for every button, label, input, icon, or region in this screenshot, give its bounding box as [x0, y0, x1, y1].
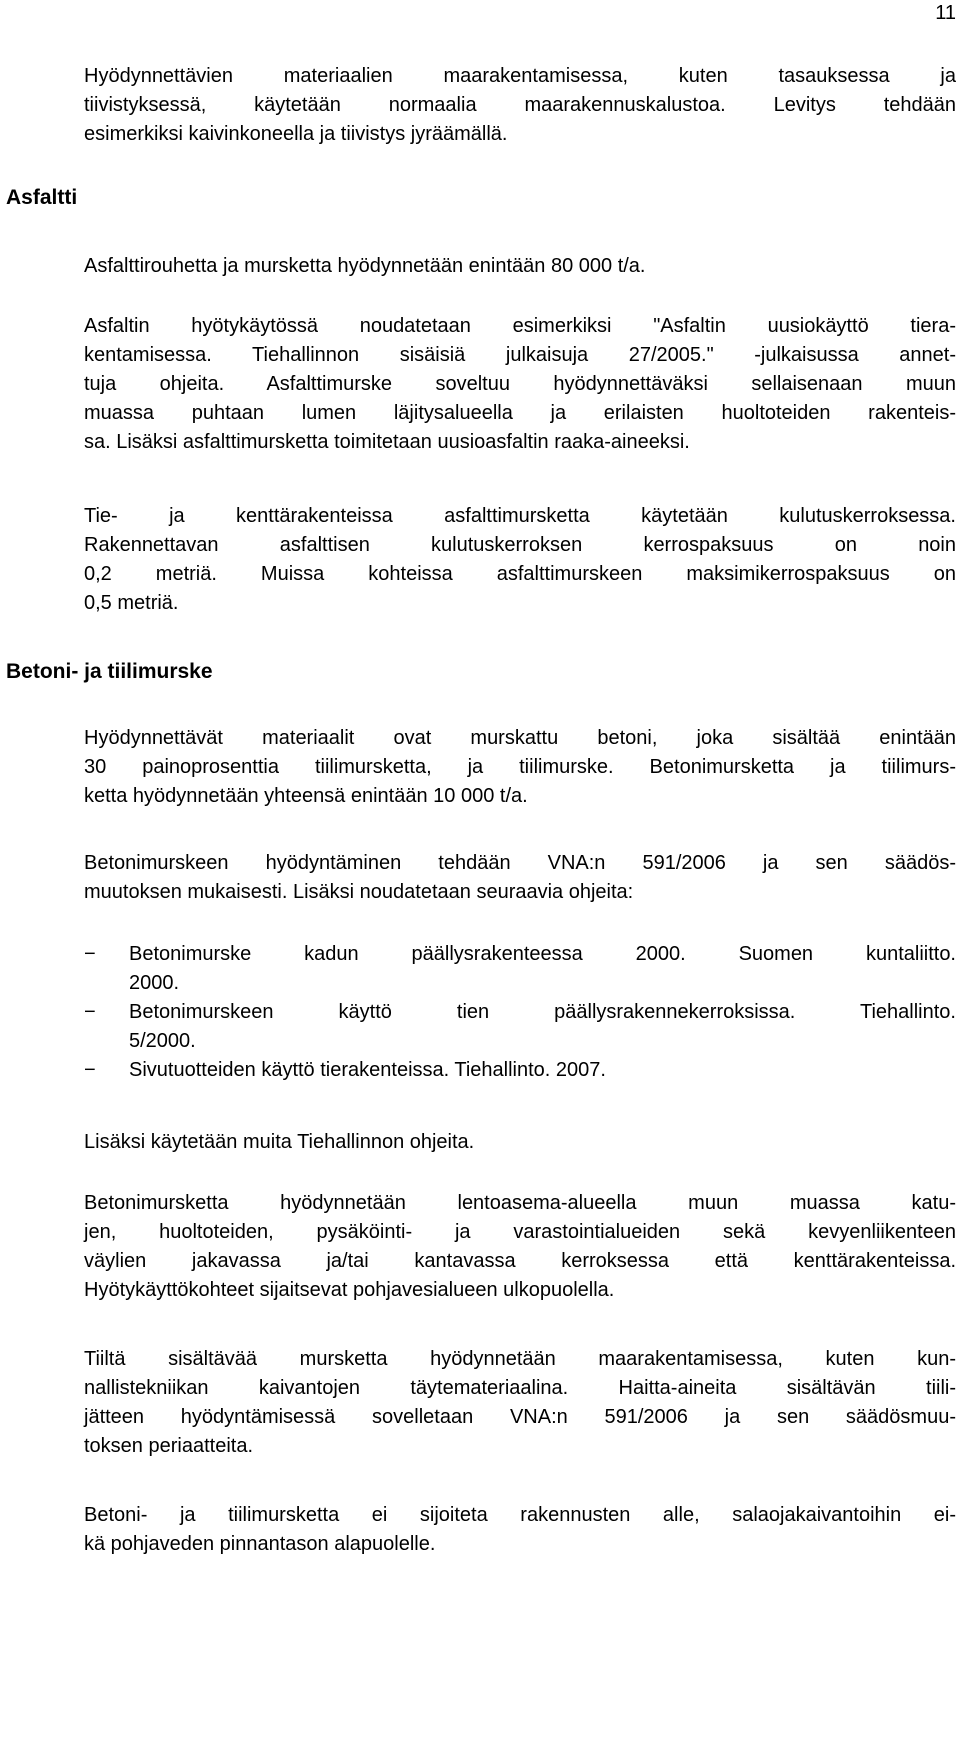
asfaltti-paragraph-1 — [84, 252, 956, 281]
text-line: jen, huoltoteiden, pysäköinti- ja varastointialueiden sekä kevyenliikenteen — [84, 1221, 956, 1243]
dash-bullet: − — [84, 1059, 96, 1081]
list-item — [84, 1056, 956, 1085]
dash-bullet: − — [84, 1001, 96, 1023]
text-line: jätteen hyödyntämisessä sovelletaan VNA:n 591/2006 ja sen säädösmuu- — [84, 1406, 956, 1428]
text-line: 0,2 metriä. Muissa kohteissa asfalttimurskeen maksimikerrospaksuus on — [84, 563, 956, 585]
text-line: Hyötykäyttökohteet sijaitsevat pohjavesialueen ulkopuolella. — [84, 1279, 615, 1301]
text-line: 30 painoprosenttia tiilimursketta, ja tiilimurske. Betonimursketta ja tiilimurs- — [84, 756, 956, 778]
text-line: sa. Lisäksi asfalttimursketta toimitetaan uusioasfaltin raaka-aineeksi. — [84, 431, 690, 453]
text-line: 0,5 metriä. — [84, 592, 179, 614]
text-line: tuja ohjeita. Asfalttimurske soveltuu hyödynnettäväksi sellaisenaan muun — [84, 373, 956, 395]
text-line: Tiiltä sisältävää mursketta hyödynnetään maarakentamisessa, kuten kun- — [84, 1348, 956, 1370]
dash-bullet: − — [84, 943, 96, 965]
text-line: Betonimurskeen hyödyntäminen tehdään VNA:n 591/2006 ja sen säädös- — [84, 852, 956, 874]
betoni-paragraph-1 — [84, 724, 956, 811]
text-line: toksen periaatteita. — [84, 1435, 253, 1457]
text-line: muutoksen mukaisesti. Lisäksi noudatetaan seuraavia ohjeita: — [84, 881, 634, 903]
text-line: esimerkiksi kaivinkoneella ja tiivistys jyräämällä. — [84, 123, 508, 145]
betoni-paragraph-3 — [84, 1128, 956, 1157]
asfaltti-paragraph-3 — [84, 502, 956, 618]
text-line: Asfaltin hyötykäytössä noudatetaan esimerkiksi "Asfaltin uusiokäyttö tiera- — [84, 315, 956, 337]
text-line: Lisäksi käytetään muita Tiehallinnon ohjeita. — [84, 1131, 475, 1153]
guideline-list — [84, 940, 956, 1085]
text-line: Hyödynnettävät materiaalit ovat murskattu betoni, joka sisältää enintään — [84, 727, 956, 749]
section-heading-betoni: Betoni- ja tiilimurske — [6, 660, 213, 683]
list-item — [84, 940, 956, 998]
text-line: 5/2000. — [129, 1030, 196, 1052]
asfaltti-paragraph-2 — [84, 312, 956, 457]
text-line: Betoni- ja tiilimursketta ei sijoiteta rakennusten alle, salaojakaivantoihin ei- — [84, 1504, 956, 1526]
betoni-paragraph-4 — [84, 1189, 956, 1305]
betoni-paragraph-2 — [84, 849, 956, 907]
text-line: Asfalttirouhetta ja mursketta hyödynnetään enintään 80 000 t/a. — [84, 255, 646, 277]
section-heading-asfaltti: Asfaltti — [6, 186, 78, 209]
text-line: Sivutuotteiden käyttö tierakenteissa. Tiehallinto. 2007. — [129, 1059, 606, 1081]
text-line: 2000. — [129, 972, 180, 994]
text-line: kentamisessa. Tiehallinnon sisäisiä julkaisuja 27/2005." -julkaisussa annet- — [84, 344, 956, 366]
text-line: Rakennettavan asfalttisen kulutuskerroksen kerrospaksuus on noin — [84, 534, 956, 556]
betoni-paragraph-6 — [84, 1501, 956, 1559]
intro-paragraph — [84, 62, 956, 149]
text-line: Hyödynnettävien materiaalien maarakentamisessa, kuten tasauksessa ja — [84, 65, 956, 87]
text-line: Tie- ja kenttärakenteissa asfalttimursketta käytetään kulutuskerroksessa. — [84, 505, 956, 527]
text-line: Betonimursketta hyödynnetään lentoasema-alueella muun muassa katu- — [84, 1192, 956, 1214]
text-line: ketta hyödynnetään yhteensä enintään 10 000 t/a. — [84, 785, 528, 807]
text-line: muassa puhtaan lumen läjitysalueella ja erilaisten huoltoteiden rakenteis- — [84, 402, 956, 424]
page-number: 11 — [935, 2, 956, 24]
text-line: nallistekniikan kaivantojen täytemateriaalina. Haitta-aineita sisältävän tiili- — [84, 1377, 956, 1399]
text-line: kä pohjaveden pinnantason alapuolelle. — [84, 1533, 436, 1555]
list-item — [84, 998, 956, 1056]
text-line: tiivistyksessä, käytetään normaalia maarakennuskalustoa. Levitys tehdään — [84, 94, 956, 116]
text-line: Betonimurske kadun päällysrakenteessa 2000. Suomen kuntaliitto. — [129, 943, 956, 965]
text-line: Betonimurskeen käyttö tien päällysrakennekerroksissa. Tiehallinto. — [129, 1001, 956, 1023]
text-line: väylien jakavassa ja/tai kantavassa kerroksessa että kenttärakenteissa. — [84, 1250, 956, 1272]
betoni-paragraph-5 — [84, 1345, 956, 1461]
